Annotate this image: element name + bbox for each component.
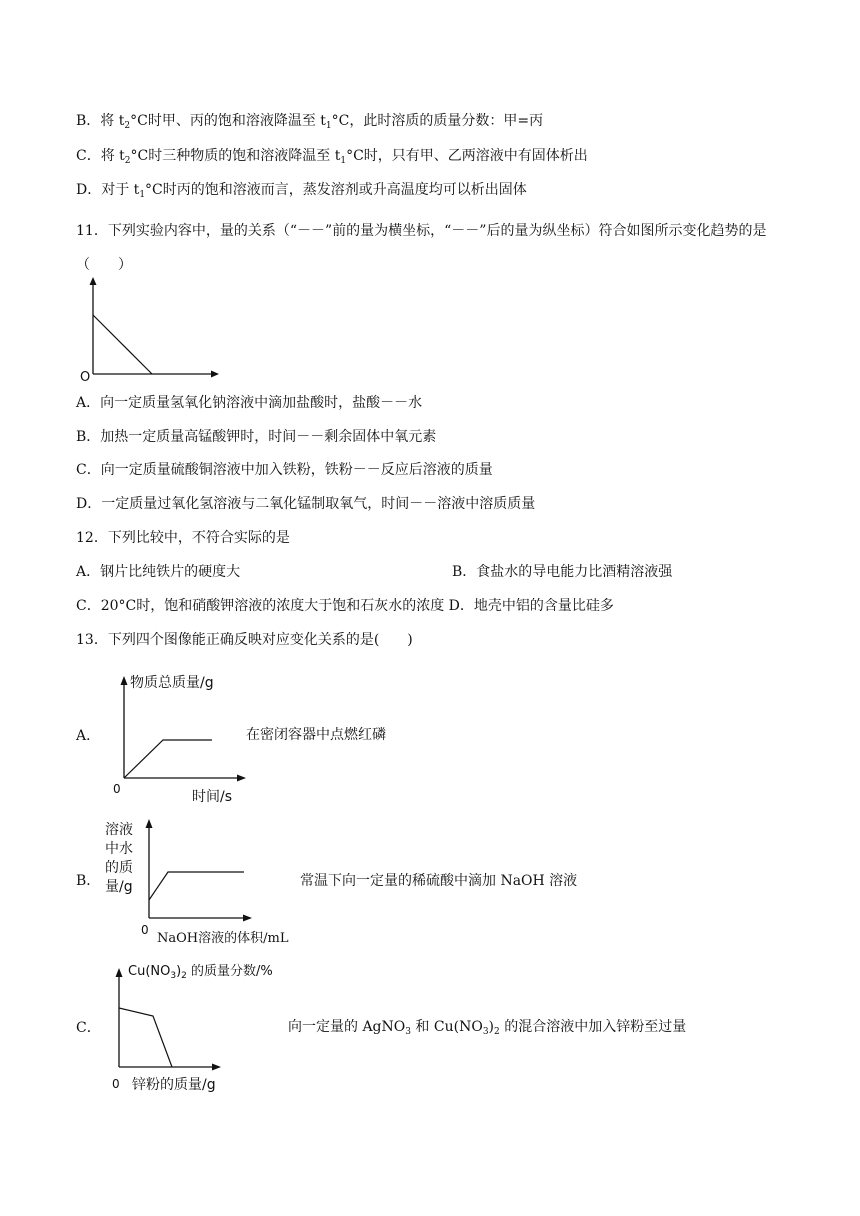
y-axis-label-line-1: 溶液 [105, 822, 133, 838]
trend-line [119, 1008, 172, 1067]
q13-option-c-desc: 向一定量的 AgNO$_3$ 和 $Cu(NO_3)_2$ 的混合溶液中加入锌粉至过量 [288, 1019, 687, 1037]
origin-label: O [80, 370, 91, 385]
x-axis-arrow [212, 1064, 221, 1071]
x-axis-label: 锌粉的质量/g [132, 1077, 216, 1093]
x-axis-label: NaOH溶液的体积/mL [157, 931, 289, 946]
y-axis-label-line-4: 量/g [105, 879, 133, 895]
origin-label: 0 [141, 923, 149, 937]
q10-option-d: D．对于 $t_1^\circ C$时丙的饱和溶液而言，蒸发溶剂或升高温度均可以析出固体 [76, 182, 527, 200]
x-axis-label: 时间/s [192, 789, 233, 805]
q12-options-ab [76, 562, 788, 582]
q11-option-b: B．加热一定质量高锰酸钾时，时间－－剩余固体中氧元素 [76, 429, 437, 445]
q11-graph [80, 275, 230, 385]
trend-line [149, 872, 244, 900]
q11-option-c: C．向一定质量硫酸铜溶液中加入铁粉，铁粉－－反应后溶液的质量 [76, 462, 493, 478]
q10-option-c: C．将 $t_2^\circ C$时三种物质的饱和溶液降温至 $t_1^\circ C$时，只有甲、乙两溶液中有固体析出 [76, 148, 588, 166]
q12-option-b: B．食盐水的导电能力比酒精溶液强 [452, 564, 673, 580]
q12-option-a: A．钢片比纯铁片的硬度大 [76, 564, 241, 580]
q13-graph-c [108, 960, 298, 1095]
trend-line [93, 315, 152, 374]
q13-graph-a [108, 670, 258, 805]
q12-options-cd: C．20°C时，饱和硝酸钾溶液的浓度大于饱和石灰水的浓度 D．地壳中铝的含量比硅多 [76, 598, 614, 614]
x-axis-arrow [237, 775, 246, 782]
x-axis-arrow [211, 371, 219, 378]
q10-option-b: B．将 $t_2^\circ C$时甲、丙的饱和溶液降温至 $t_1^\circ C$，此时溶质的质量分数：甲=丙 [76, 113, 544, 131]
q13-option-a-label: A． [76, 728, 101, 744]
q11-option-a: A．向一定质量氢氧化钠溶液中滴加盐酸时，盐酸－－水 [76, 395, 423, 411]
y-axis-label-line-2: 中水 [105, 841, 133, 857]
q11-option-d: D．一定质量过氧化氢溶液与二氧化锰制取氧气，时间－－溶液中溶质质量 [76, 496, 536, 512]
y-axis-label-line-3: 的质 [105, 860, 133, 876]
q13-option-b-label: B． [76, 873, 101, 889]
y-axis-label: 物质总质量/g [130, 675, 214, 691]
y-axis-arrow [116, 968, 123, 977]
q13-option-b-desc: 常温下向一定量的稀硫酸中滴加 NaOH 溶液 [300, 873, 578, 889]
x-axis-arrow [243, 915, 252, 922]
origin-label: 0 [113, 782, 121, 796]
y-axis-label: $Cu(NO_3)_2$ 的质量分数/% [128, 964, 273, 981]
q13-option-a-desc: 在密闭容器中点燃红磷 [246, 727, 386, 743]
q13-graph-b [104, 815, 304, 950]
q13-option-c-label: C． [76, 1020, 101, 1036]
y-axis-arrow [90, 277, 97, 285]
q13-stem: 13．下列四个图像能正确反映对应变化关系的是( ) [76, 632, 413, 648]
origin-label: 0 [112, 1077, 120, 1091]
trend-line [124, 740, 212, 778]
y-axis-arrow [121, 676, 128, 685]
y-axis-arrow [146, 819, 153, 828]
q12-stem: 12．下列比较中，不符合实际的是 [76, 530, 290, 546]
q11-stem: 11．下列实验内容中，量的关系（“－－”前的量为横坐标，“－－”后的量为纵坐标）符合如图所示变化趋势的是（ ） [76, 223, 767, 273]
